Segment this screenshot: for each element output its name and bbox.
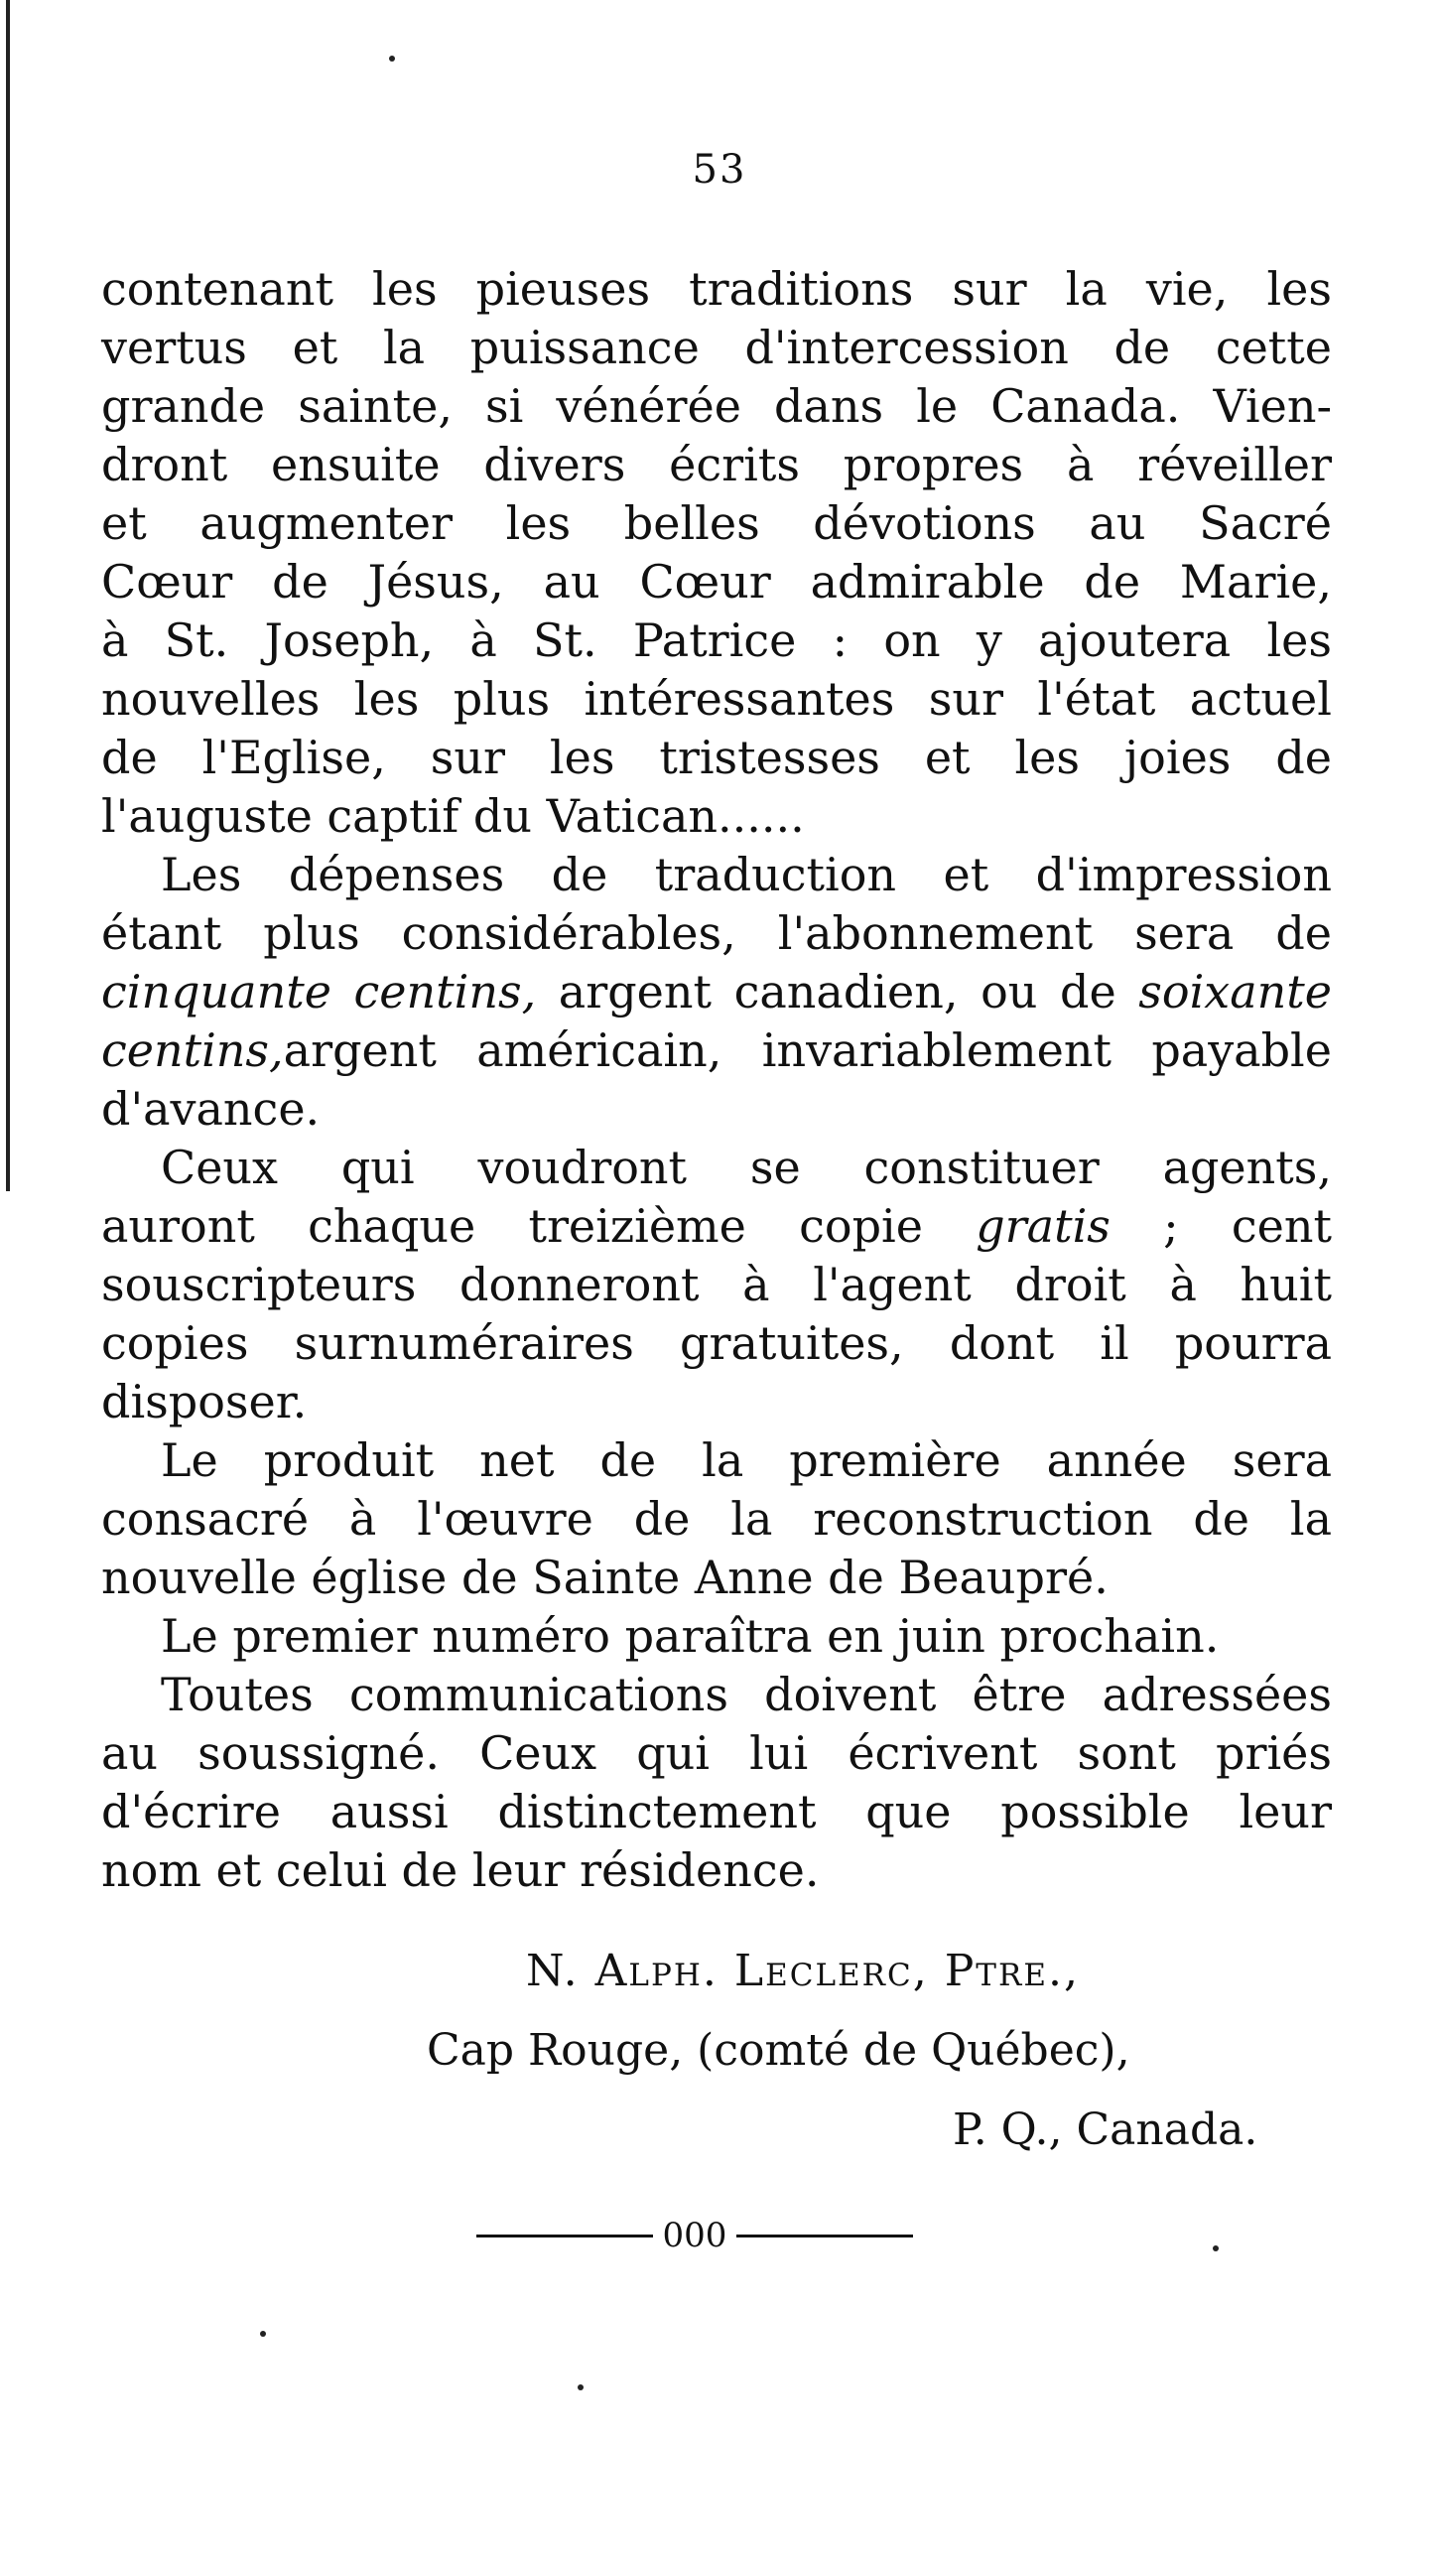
text-line bbox=[101, 963, 1332, 1021]
signature-place-text: Cap Rouge, (comté de Québec), bbox=[427, 2025, 1130, 2076]
italic-price-american: soixante bbox=[1138, 965, 1332, 1018]
text-line: nouvelles les plus intéressantes sur l'état actuel bbox=[101, 672, 1332, 726]
text-line: nom et celui de leur résidence. bbox=[101, 1843, 820, 1897]
paragraph-5 bbox=[101, 1607, 1332, 1666]
separator-mark: 000 bbox=[662, 2216, 727, 2255]
signature-region-text: P. Q., Canada. bbox=[953, 2104, 1258, 2155]
print-speck bbox=[389, 56, 395, 62]
text-line: vertus et la puissance d'intercession de cette bbox=[101, 321, 1332, 374]
text-line: disposer. bbox=[101, 1375, 308, 1428]
signature-name bbox=[0, 1946, 1439, 1996]
paragraph-2 bbox=[101, 846, 1332, 1139]
text-fragment: auront chaque treizième copie bbox=[101, 1199, 977, 1253]
text-line: grande sainte, si vénérée dans le Canada. Vien- bbox=[101, 379, 1332, 433]
body-text bbox=[101, 260, 1332, 1900]
text-line: Toutes communications doivent être adressées bbox=[161, 1668, 1332, 1721]
paragraph-4 bbox=[101, 1431, 1332, 1607]
text-line: souscripteurs donneront à l'agent droit à huit bbox=[101, 1258, 1332, 1311]
text-line: consacré à l'œuvre de la reconstruction de la bbox=[101, 1492, 1332, 1546]
text-line: de l'Eglise, sur les tristesses et les joies de bbox=[101, 731, 1332, 784]
text-line bbox=[101, 1197, 1332, 1256]
signature-region bbox=[0, 2104, 1439, 2155]
print-speck bbox=[1213, 2245, 1219, 2251]
section-separator bbox=[476, 2216, 913, 2255]
text-line: Les dépenses de traduction et d'impression bbox=[161, 848, 1332, 901]
text-line: à St. Joseph, à St. Patrice : on y ajoutera les bbox=[101, 613, 1332, 667]
italic-fragment: centins, bbox=[101, 1023, 284, 1077]
italic-gratis: gratis bbox=[976, 1199, 1111, 1253]
text-fragment: ; cent bbox=[1110, 1199, 1333, 1253]
page-number: 53 bbox=[692, 147, 747, 193]
text-line: d'avance. bbox=[101, 1082, 321, 1136]
print-speck bbox=[260, 2331, 266, 2337]
text-line: étant plus considérables, l'abonnement sera de bbox=[101, 906, 1332, 960]
text-line: Ceux qui voudront se constituer agents, bbox=[161, 1141, 1332, 1194]
paragraph-3 bbox=[101, 1139, 1332, 1431]
signature-name-text: N. Alph. Leclerc, Ptre., bbox=[526, 1946, 1080, 1996]
text-line: Cœur de Jésus, au Cœur admirable de Marie, bbox=[101, 555, 1332, 609]
text-line: au soussigné. Ceux qui lui écrivent sont priés bbox=[101, 1726, 1332, 1780]
text-line: d'écrire aussi distinctement que possible leur bbox=[101, 1785, 1332, 1838]
text-line: nouvelle église de Sainte Anne de Beaupré. bbox=[101, 1551, 1109, 1604]
text-line: Le premier numéro paraîtra en juin prochain. bbox=[161, 1609, 1220, 1663]
separator-rule-right bbox=[736, 2235, 913, 2237]
signature-place bbox=[0, 2025, 1439, 2076]
text-line: copies surnuméraires gratuites, dont il pourra bbox=[101, 1316, 1332, 1370]
separator-rule-left bbox=[476, 2235, 653, 2237]
text-line: l'auguste captif du Vatican...... bbox=[101, 789, 805, 843]
text-line: dront ensuite divers écrits propres à réveiller bbox=[101, 438, 1332, 491]
text-line bbox=[101, 1021, 1332, 1080]
paragraph-1 bbox=[101, 260, 1332, 846]
text-line: et augmenter les belles dévotions au Sacré bbox=[101, 496, 1332, 550]
text-line: Le produit net de la première année sera bbox=[161, 1433, 1332, 1487]
print-speck bbox=[578, 2384, 584, 2390]
text-line: contenant les pieuses traditions sur la vie, les bbox=[101, 262, 1332, 316]
italic-price-canadian: cinquante centins, bbox=[101, 965, 537, 1018]
text-fragment: argent canadien, ou de bbox=[536, 965, 1139, 1018]
paragraph-6 bbox=[101, 1666, 1332, 1900]
text-fragment: argent américain, invariablement payable bbox=[283, 1023, 1332, 1077]
